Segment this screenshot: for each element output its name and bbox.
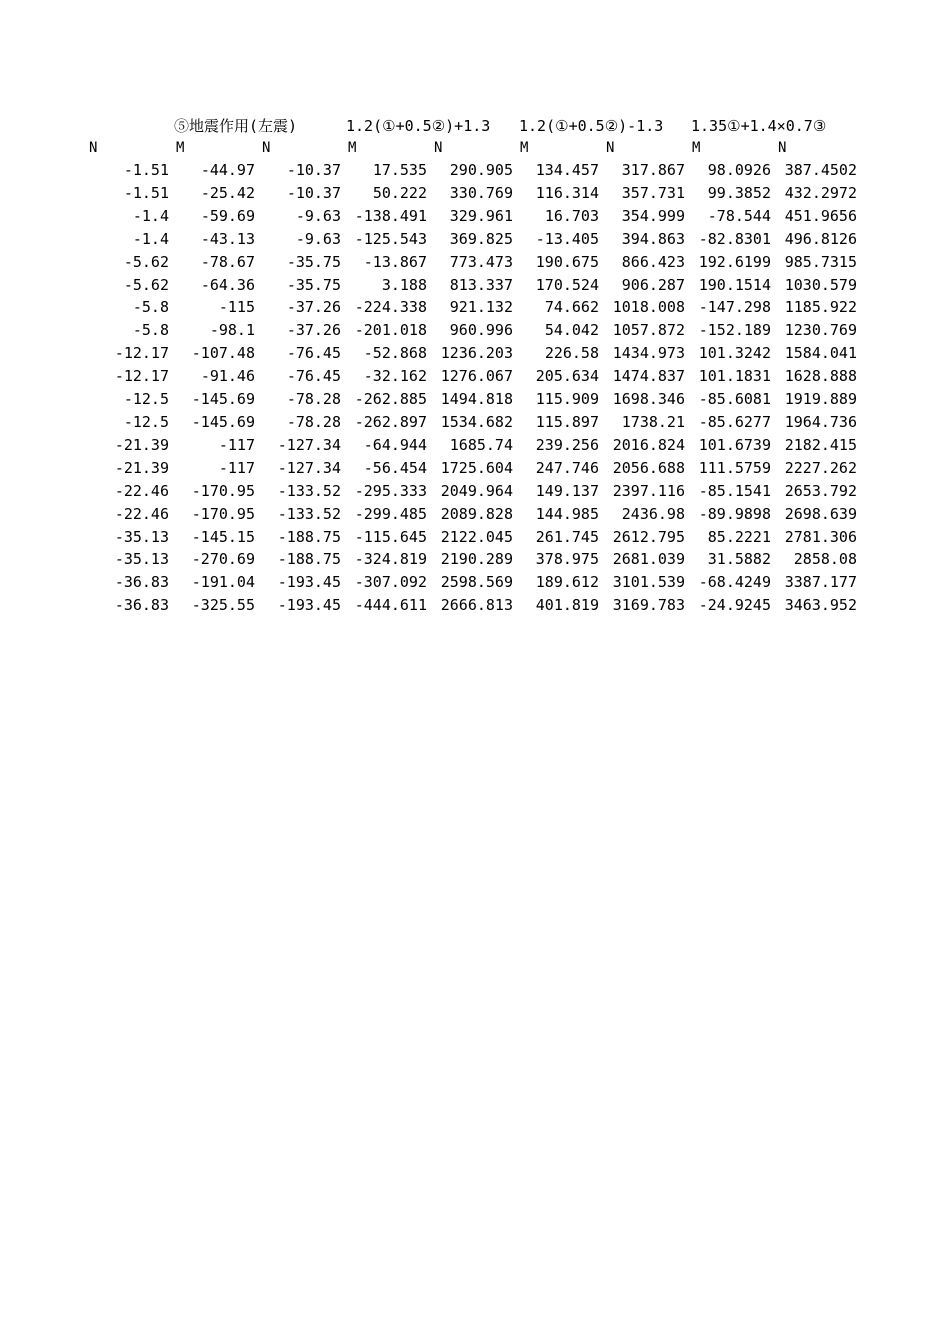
table-cell[interactable]: -78.544	[707, 206, 771, 225]
table-cell[interactable]: -85.6081	[698, 390, 771, 409]
table-cell[interactable]: -22.46	[114, 481, 169, 500]
table-cell[interactable]: 290.905	[449, 161, 513, 179]
table-row	[86, 319, 860, 342]
table-cell[interactable]: 115.909	[535, 390, 599, 409]
table-cell[interactable]: -36.83	[114, 573, 169, 592]
table-cell[interactable]: -262.885	[354, 390, 427, 409]
table-cell[interactable]: -115.645	[354, 527, 427, 546]
table-cell[interactable]: 144.985	[535, 504, 599, 523]
table-cell[interactable]: -12.5	[123, 412, 169, 431]
table-cell[interactable]: 1725.604	[440, 458, 513, 477]
table-cell[interactable]: 134.457	[535, 161, 599, 179]
table-row	[86, 571, 860, 594]
table-cell[interactable]: -170.95	[191, 504, 255, 523]
table-cell[interactable]: 866.423	[621, 252, 685, 271]
table-row	[86, 457, 860, 480]
table-cell[interactable]: -76.45	[286, 344, 341, 363]
table-cell[interactable]: 16.703	[544, 206, 599, 225]
table-cell[interactable]: 2653.792	[784, 481, 857, 500]
subheader-n: N	[434, 140, 443, 156]
table-cell[interactable]: 1230.769	[784, 321, 857, 340]
table-cell[interactable]: -35.75	[286, 275, 341, 294]
table-cell[interactable]: 3101.539	[612, 573, 685, 592]
table-cell[interactable]: -35.13	[114, 527, 169, 546]
table-cell[interactable]: 190.675	[535, 252, 599, 271]
table-cell[interactable]: 921.132	[449, 298, 513, 317]
table-cell[interactable]: 17.535	[372, 161, 427, 179]
table-cell[interactable]: 2681.039	[612, 550, 685, 569]
table-cell[interactable]: -13.867	[363, 252, 427, 271]
table-cell[interactable]: -295.333	[354, 481, 427, 500]
table-cell[interactable]: -224.338	[354, 298, 427, 317]
table-cell[interactable]: 1057.872	[612, 321, 685, 340]
table-row	[86, 480, 860, 503]
subheader-m: M	[520, 140, 529, 156]
table-row	[86, 503, 860, 526]
table-cell[interactable]: 1185.922	[784, 298, 857, 317]
table-row	[86, 205, 860, 228]
table-cell[interactable]: 189.612	[535, 573, 599, 592]
table-cell[interactable]: -270.69	[191, 550, 255, 569]
table-cell[interactable]: -145.69	[191, 390, 255, 409]
table-cell[interactable]: 192.6199	[698, 252, 771, 271]
table-row	[86, 526, 860, 549]
table-cell[interactable]: 2190.289	[440, 550, 513, 569]
table-row	[86, 411, 860, 434]
table-cell[interactable]: 2698.639	[784, 504, 857, 523]
table-cell[interactable]: 115.897	[535, 412, 599, 431]
table-cell[interactable]: 2122.045	[440, 527, 513, 546]
table-cell[interactable]: 317.867	[621, 161, 685, 179]
table-cell[interactable]: 3169.783	[612, 596, 685, 615]
table-cell[interactable]: 101.6739	[698, 435, 771, 454]
header-combo-minus: 1.2(①+0.5②)-1.3	[519, 117, 664, 135]
table-cell[interactable]: -147.298	[698, 298, 771, 317]
table-cell[interactable]: 2858.08	[793, 550, 857, 569]
table-cell[interactable]: 261.745	[535, 527, 599, 546]
table-cell[interactable]: -115	[218, 298, 255, 317]
table-cell[interactable]: 2612.795	[612, 527, 685, 546]
table-cell[interactable]: -444.611	[354, 596, 427, 615]
table-cell[interactable]: 357.731	[621, 183, 685, 202]
table-cell[interactable]: -98.1	[209, 321, 255, 340]
table-cell[interactable]: -262.897	[354, 412, 427, 431]
table-cell[interactable]: 190.1514	[698, 275, 771, 294]
table-cell[interactable]: -5.62	[123, 275, 169, 294]
table-cell[interactable]: 1494.818	[440, 390, 513, 409]
table-cell[interactable]: -12.17	[114, 367, 169, 386]
table-cell[interactable]: -52.868	[363, 344, 427, 363]
table-cell[interactable]: -85.6277	[698, 412, 771, 431]
header-seismic-left: ⑤地震作用(左震)	[174, 117, 298, 135]
table-cell[interactable]: 330.769	[449, 183, 513, 202]
table-cell[interactable]: -1.51	[123, 161, 169, 179]
table-cell[interactable]: -37.26	[286, 321, 341, 340]
table-cell[interactable]: -21.39	[114, 458, 169, 477]
table-cell[interactable]: 1698.346	[612, 390, 685, 409]
table-cell[interactable]: -133.52	[277, 481, 341, 500]
table-cell[interactable]: -82.8301	[698, 229, 771, 248]
table-cell[interactable]: 394.863	[621, 229, 685, 248]
table-cell[interactable]: 773.473	[449, 252, 513, 271]
table-cell[interactable]: -10.37	[286, 183, 341, 202]
table-cell[interactable]: 2182.415	[784, 435, 857, 454]
table-cell[interactable]: -1.4	[132, 229, 169, 248]
table-cell[interactable]: -145.15	[191, 527, 255, 546]
table-cell[interactable]: -170.95	[191, 481, 255, 500]
table-cell[interactable]: -12.17	[114, 344, 169, 363]
table-cell[interactable]: 2227.262	[784, 458, 857, 477]
table-cell[interactable]: 2436.98	[621, 504, 685, 523]
table-cell[interactable]: 1276.067	[440, 367, 513, 386]
table-cell[interactable]: 54.042	[544, 321, 599, 340]
table-cell[interactable]: -68.4249	[698, 573, 771, 592]
table-cell[interactable]: -324.819	[354, 550, 427, 569]
table-cell[interactable]: 813.337	[449, 275, 513, 294]
table-cell[interactable]: -91.46	[200, 367, 255, 386]
table-cell[interactable]: -85.1541	[698, 481, 771, 500]
table-cell[interactable]: 226.58	[544, 344, 599, 363]
header-combo-dead: 1.35①+1.4×0.7③	[691, 117, 827, 135]
table-cell[interactable]: -133.52	[277, 504, 341, 523]
table-row	[86, 228, 860, 251]
data-table	[86, 159, 860, 617]
table-cell[interactable]: 2397.116	[612, 481, 685, 500]
table-cell[interactable]: -1.51	[123, 183, 169, 202]
table-cell[interactable]: 205.634	[535, 367, 599, 386]
table-cell[interactable]: -188.75	[277, 550, 341, 569]
table-cell[interactable]: -191.04	[191, 573, 255, 592]
table-cell[interactable]: -36.83	[114, 596, 169, 615]
table-cell[interactable]: -37.26	[286, 298, 341, 317]
table-cell[interactable]: -138.491	[354, 206, 427, 225]
table-cell[interactable]: -78.28	[286, 390, 341, 409]
table-row	[86, 274, 860, 297]
table-cell[interactable]: 378.975	[535, 550, 599, 569]
table-cell[interactable]: -78.28	[286, 412, 341, 431]
table-cell[interactable]: -9.63	[295, 229, 341, 248]
table-cell[interactable]: -127.34	[277, 458, 341, 477]
table-cell[interactable]: 1236.203	[440, 344, 513, 363]
subheader-n: N	[606, 140, 615, 156]
table-cell[interactable]: 906.287	[621, 275, 685, 294]
table-cell[interactable]: -25.42	[200, 183, 255, 202]
table-cell[interactable]: -59.69	[200, 206, 255, 225]
table-cell[interactable]: -188.75	[277, 527, 341, 546]
table-cell[interactable]: 247.746	[535, 458, 599, 477]
table-cell[interactable]: 85.2221	[707, 527, 771, 546]
table-row	[86, 548, 860, 571]
table-cell[interactable]: -89.9898	[698, 504, 771, 523]
table-cell[interactable]: 960.996	[449, 321, 513, 340]
table-cell[interactable]: 98.0926	[707, 161, 771, 179]
table-cell[interactable]: 401.819	[535, 596, 599, 615]
table-cell[interactable]: 149.137	[535, 481, 599, 500]
table-cell[interactable]: -299.485	[354, 504, 427, 523]
table-cell[interactable]: -307.092	[354, 573, 427, 592]
table-cell[interactable]: 2666.813	[440, 596, 513, 615]
table-cell[interactable]: 329.961	[449, 206, 513, 225]
table-cell[interactable]: -76.45	[286, 367, 341, 386]
table-row	[86, 388, 860, 411]
table-cell[interactable]: 1919.889	[784, 390, 857, 409]
table-cell[interactable]: 1030.579	[784, 275, 857, 294]
table-cell[interactable]: 111.5759	[698, 458, 771, 477]
subheader-n: N	[262, 140, 271, 156]
table-cell[interactable]: -35.13	[114, 550, 169, 569]
subheader-m: M	[692, 140, 701, 156]
table-cell[interactable]: 3387.177	[784, 573, 857, 592]
table-cell[interactable]: -32.162	[363, 367, 427, 386]
table-cell[interactable]: 1434.973	[612, 344, 685, 363]
table-row	[86, 251, 860, 274]
table-cell[interactable]: 2781.306	[784, 527, 857, 546]
table-cell[interactable]: 369.825	[449, 229, 513, 248]
table-cell[interactable]: 1584.041	[784, 344, 857, 363]
table-cell[interactable]: 2049.964	[440, 481, 513, 500]
table-cell[interactable]: 2089.828	[440, 504, 513, 523]
table-cell[interactable]: -201.018	[354, 321, 427, 340]
table-row	[86, 159, 860, 182]
table-cell[interactable]: -10.37	[286, 161, 341, 179]
table-cell[interactable]: -22.46	[114, 504, 169, 523]
table-cell[interactable]: 170.524	[535, 275, 599, 294]
table-cell[interactable]: 432.2972	[784, 183, 857, 202]
table-cell[interactable]: -64.36	[200, 275, 255, 294]
table-cell[interactable]: 1964.736	[784, 412, 857, 431]
header-combo-plus: 1.2(①+0.5②)+1.3	[346, 117, 491, 135]
subheader-m: M	[176, 140, 185, 156]
table-cell[interactable]: -13.405	[535, 229, 599, 248]
table-cell[interactable]: 1685.74	[449, 435, 513, 454]
table-cell[interactable]: -145.69	[191, 412, 255, 431]
table-cell[interactable]: -24.9245	[698, 596, 771, 615]
table-cell[interactable]: 2056.688	[612, 458, 685, 477]
table-cell[interactable]: 239.256	[535, 435, 599, 454]
table-cell[interactable]: 1738.21	[621, 412, 685, 431]
table-cell[interactable]: 354.999	[621, 206, 685, 225]
data-table-body	[86, 159, 860, 617]
subheader-n: N	[89, 140, 98, 156]
table-cell[interactable]: 3463.952	[784, 596, 857, 615]
table-cell[interactable]: -117	[218, 458, 255, 477]
table-cell[interactable]: -117	[218, 435, 255, 454]
subheader-m: M	[348, 140, 357, 156]
table-cell[interactable]: 99.3852	[707, 183, 771, 202]
table-cell[interactable]: 50.222	[372, 183, 427, 202]
table-row	[86, 434, 860, 457]
table-cell[interactable]: -193.45	[277, 596, 341, 615]
table-row	[86, 182, 860, 205]
table-cell[interactable]: -35.75	[286, 252, 341, 271]
table-cell[interactable]: 3.188	[381, 275, 427, 294]
table-cell[interactable]: 1018.008	[612, 298, 685, 317]
table-row	[86, 296, 860, 319]
table-cell[interactable]: -12.5	[123, 390, 169, 409]
table-cell[interactable]: -325.55	[191, 596, 255, 615]
table-cell[interactable]: 101.3242	[698, 344, 771, 363]
table-cell[interactable]: -5.8	[132, 321, 169, 340]
table-cell[interactable]: 1628.888	[784, 367, 857, 386]
table-cell[interactable]: 74.662	[544, 298, 599, 317]
table-cell[interactable]: -44.97	[200, 161, 255, 179]
table-cell[interactable]: 496.8126	[784, 229, 857, 248]
table-cell[interactable]: -5.62	[123, 252, 169, 271]
table-cell[interactable]: -152.189	[698, 321, 771, 340]
subheader-n: N	[778, 140, 787, 156]
table-cell[interactable]: -21.39	[114, 435, 169, 454]
table-cell[interactable]: -1.4	[132, 206, 169, 225]
table-cell[interactable]: -127.34	[277, 435, 341, 454]
table-row	[86, 342, 860, 365]
table-cell[interactable]: -5.8	[132, 298, 169, 317]
table-cell[interactable]: 31.5882	[707, 550, 771, 569]
table-cell[interactable]: 116.314	[535, 183, 599, 202]
table-cell[interactable]: 2016.824	[612, 435, 685, 454]
table-cell[interactable]: 1534.682	[440, 412, 513, 431]
table-row	[86, 594, 860, 617]
table-cell[interactable]: -9.63	[295, 206, 341, 225]
table-cell[interactable]: 101.1831	[698, 367, 771, 386]
table-cell[interactable]: -125.543	[354, 229, 427, 248]
table-cell[interactable]: 1474.837	[612, 367, 685, 386]
table-row	[86, 365, 860, 388]
table-cell[interactable]: -56.454	[363, 458, 427, 477]
table-cell[interactable]: -43.13	[200, 229, 255, 248]
table-cell[interactable]: 387.4502	[784, 161, 857, 179]
table-cell[interactable]: -193.45	[277, 573, 341, 592]
table-cell[interactable]: -64.944	[363, 435, 427, 454]
table-cell[interactable]: -78.67	[200, 252, 255, 271]
table-cell[interactable]: 451.9656	[784, 206, 857, 225]
table-cell[interactable]: -107.48	[191, 344, 255, 363]
table-cell[interactable]: 2598.569	[440, 573, 513, 592]
table-cell[interactable]: 985.7315	[784, 252, 857, 271]
